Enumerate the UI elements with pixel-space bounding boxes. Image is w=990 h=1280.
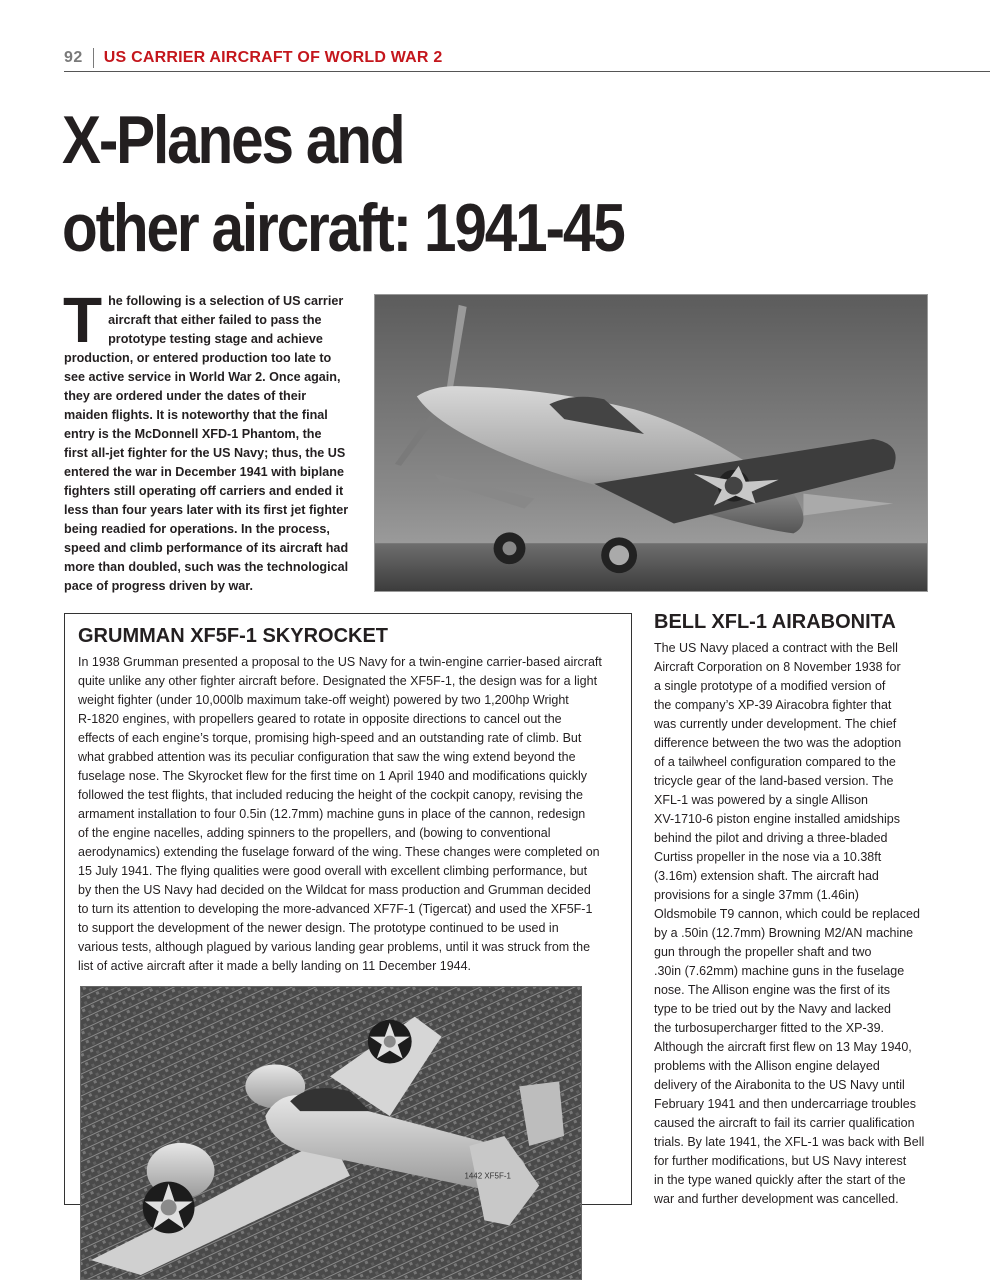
grumman-body — [78, 653, 618, 976]
running-title: US CARRIER AIRCRAFT OF WORLD WAR 2 — [103, 49, 443, 66]
grumman-line: to turn its attention to developing the more-advanced XF7F-1 (Tigercat) and used the XF5F-1 — [78, 902, 593, 916]
intro-line: fighters still operating off carriers and ended it — [64, 484, 344, 498]
header-divider — [93, 48, 94, 68]
bell-line: problems with the Allison engine delayed — [654, 1059, 880, 1073]
header-rule — [64, 71, 990, 72]
running-header — [64, 46, 442, 70]
intro-line: first all-jet fighter for the US Navy; thus, the US — [64, 446, 346, 460]
grumman-heading: GRUMMAN XF5F-1 SKYROCKET — [78, 625, 389, 647]
bell-line: provisions for a single 37mm (1.46in) — [654, 888, 859, 902]
bell-line: tricycle gear of the land-based version. The — [654, 774, 894, 788]
grumman-line: In 1938 Grumman presented a proposal to the US Navy for a twin-engine carrier-based aircraft — [78, 655, 602, 669]
bell-line: Curtiss propeller in the nose via a 10.38ft — [654, 850, 882, 864]
bell-line: was currently under development. The chief — [654, 717, 897, 731]
grumman-line: quite unlike any other fighter aircraft before. Designated the XF5F-1, the design was for a light — [78, 674, 598, 688]
intro-paragraph — [63, 284, 356, 596]
intro-line: speed and climb performance of its aircraft had — [64, 541, 349, 555]
intro-line: prototype testing stage and achieve — [108, 332, 323, 346]
grumman-line: to support the development of the newer design. The prototype continued to be used in — [78, 921, 559, 935]
intro-line: less than four years later with its first jet fighter — [64, 503, 349, 517]
bell-line: difference between the two was the adoption — [654, 736, 902, 750]
intro-line: being readied for operations. In the process, — [64, 522, 330, 536]
intro-line: they are ordered under the dates of their — [64, 389, 307, 403]
bell-line: of a tailwheel configuration compared to the — [654, 755, 896, 769]
intro-line: see active service in World War 2. Once again, — [64, 370, 341, 384]
bell-line: the company’s XP-39 Airacobra fighter that — [654, 698, 892, 712]
bell-line: nose. The Allison engine was the first of its — [654, 983, 891, 997]
page-title-line-1: X-Planes and — [62, 102, 404, 178]
bell-line: war and further development was cancelled. — [654, 1192, 899, 1206]
grumman-line: fuselage nose. The Skyrocket flew for the first time on 1 April 1940 and modifications quickly — [78, 769, 588, 783]
bell-line: type to be tried out by the Navy and lacked — [654, 1002, 891, 1016]
bell-line: XV-1710-6 piston engine installed amidships — [654, 812, 900, 826]
bell-heading: BELL XFL-1 AIRABONITA — [654, 611, 896, 633]
intro-line: production, or entered production too late to — [64, 351, 332, 365]
bell-xfl1-photo — [374, 294, 928, 592]
drop-cap: T — [63, 284, 103, 356]
grumman-xf5f1-photo — [80, 986, 582, 1280]
bell-line: Aircraft Corporation on 8 November 1938 for — [654, 660, 901, 674]
bell-line: a single prototype of a modified version of — [654, 679, 886, 693]
intro-line: he following is a selection of US carrier — [108, 294, 344, 308]
grumman-line: R-1820 engines, with propellers geared to rotate in opposite directions to cancel out the — [78, 712, 562, 726]
bell-line: Although the aircraft first flew on 13 May 1940, — [654, 1040, 912, 1054]
grumman-line: list of active aircraft after it made a belly landing on 11 December 1944. — [78, 959, 472, 973]
intro-line: aircraft that either failed to pass the — [108, 313, 322, 327]
page-title-line-2: other aircraft: 1941-45 — [62, 190, 624, 266]
intro-line: entry is the McDonnell XFD-1 Phantom, the — [64, 427, 322, 441]
bell-line: delivery of the Airabonita to the US Navy until — [654, 1078, 905, 1092]
grumman-line: various tests, although plagued by various landing gear problems, until it was struck from the — [78, 940, 591, 954]
bell-line: gun through the propeller shaft and two — [654, 945, 872, 959]
bell-line: XFL-1 was powered by a single Allison — [654, 793, 869, 807]
grumman-line: by then the US Navy had decided on the Wildcat for mass production and Grumman decided — [78, 883, 591, 897]
bell-line: for further modifications, but US Navy interest — [654, 1154, 907, 1168]
grumman-line: 15 July 1941. The flying qualities were good overall with excellent climbing performance, but — [78, 864, 588, 878]
tail-label: XF5F-1 — [484, 1171, 511, 1181]
bell-line: (3.16m) extension shaft. The aircraft had — [654, 869, 879, 883]
bell-line: behind the pilot and driving a three-bladed — [654, 831, 888, 845]
aircraft-photo-icon — [375, 295, 927, 591]
page-title — [62, 96, 716, 272]
grumman-line: what grabbed attention was its peculiar configuration that saw the wing extend beyond the — [78, 750, 576, 764]
tail-serial: 1442 — [464, 1171, 483, 1181]
bell-line: February 1941 and then undercarriage troubles — [654, 1097, 916, 1111]
bell-line: .30in (7.62mm) machine guns in the fuselage — [654, 964, 905, 978]
grumman-line: followed the test flights, that included reducing the height of the cockpit canopy, revising the — [78, 788, 583, 802]
intro-line: pace of progress driven by war. — [64, 579, 253, 593]
grumman-line: aerodynamics) extending the fuselage forward of the wing. These changes were completed on — [78, 845, 600, 859]
aircraft-photo-icon — [81, 987, 581, 1279]
grumman-line: effects of each engine’s torque, promising high-speed and an outstanding rate of climb. But — [78, 731, 582, 745]
bell-line: trials. By late 1941, the XFL-1 was back with Bell — [654, 1135, 925, 1149]
bell-line: caused the aircraft to fail its carrier qualification — [654, 1116, 915, 1130]
intro-line: entered the war in December 1941 with biplane — [64, 465, 344, 479]
intro-line: maiden flights. It is noteworthy that the final — [64, 408, 328, 422]
bell-line: The US Navy placed a contract with the Bell — [654, 641, 898, 655]
bell-line: the turbosupercharger fitted to the XP-39. — [654, 1021, 884, 1035]
grumman-line: of the engine nacelles, adding spinners to the propellers, and (bowing to conventional — [78, 826, 551, 840]
bell-line: by a .50in (12.7mm) Browning M2/AN machine — [654, 926, 914, 940]
bell-body — [654, 639, 936, 1209]
page-number: 92 — [64, 49, 83, 66]
grumman-line: weight fighter (under 10,000lb maximum take-off weight) powered by two 1,200hp Wright — [78, 693, 569, 707]
bell-line: Oldsmobile T9 cannon, which could be replaced — [654, 907, 920, 921]
bell-line: in the type waned quickly after the start of the — [654, 1173, 906, 1187]
intro-line: more than doubled, such was the technological — [64, 560, 349, 574]
grumman-line: armament installation to four 0.5in (12.7mm) machine guns in place of the cannon, redesign — [78, 807, 586, 821]
